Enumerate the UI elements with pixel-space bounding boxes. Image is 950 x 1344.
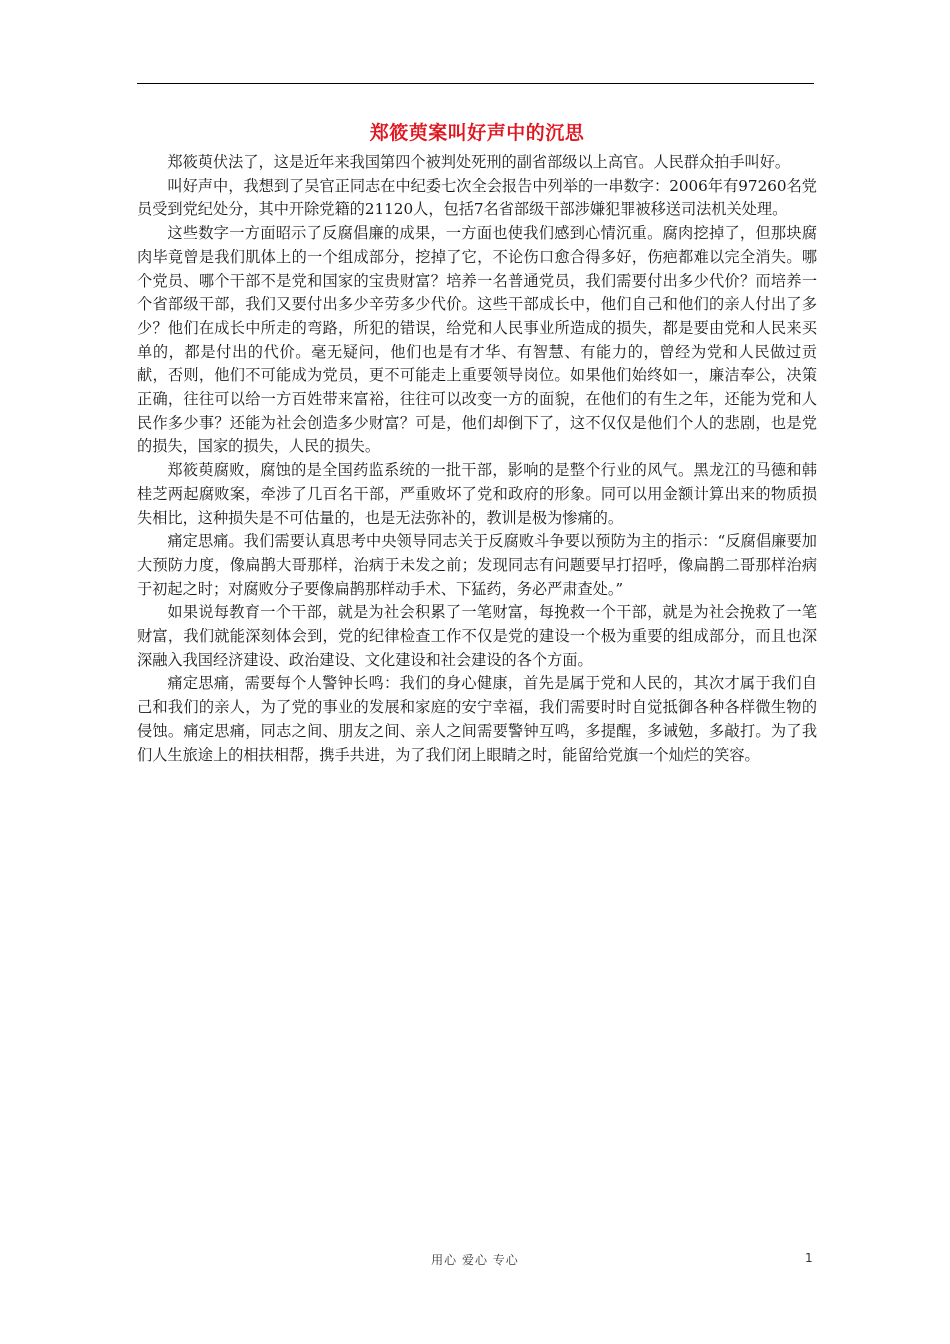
paragraph-2: 叫好声中，我想到了吴官正同志在中纪委七次全会报告中列举的一串数字：2006年有97260名党员受到党纪处分，其中开除党籍的21120人，包括7名省部级干部涉嫌犯罪被移送司法机关处理。 — [137, 176, 817, 219]
document-title: 郑筱萸案叫好声中的沉思 — [369, 122, 585, 144]
paragraph-3: 这些数字一方面昭示了反腐倡廉的成果，一方面也使我们感到心情沉重。腐肉挖掉了，但那块腐肉毕竟曾是我们肌体上的一个组成部分，挖掉了它，不论伤口愈合得多好，伤疤都难以完全消失。哪个党员、哪个干部不是党和国家的宝贵财富？培养一名普通党员，我们需要付出多少代价？而培养一个省部级干部，我们又要付出多少辛劳多少代价。这些干部成长中，他们自己和他们的亲人付出了多少？他们在成长中所走的弯路，所犯的错误，给党和人民事业所造成的损失，都是要由党和人民来买单的，都是付出的代价。毫无疑问，他们也是有才华、有智慧、有能力的，曾经为党和人民做过贡献，否则，他们不可能成为党员，更不可能走上重要领导岗位。如果他们始终如一，廉洁奉公，决策正确，往往可以给一方百姓带来富裕，往往可以改变一方的面貌，在他们的有生之年，还能为党和人民作多少事？还能为社会创造多少财富？可是，他们却倒下了，这不仅仅是他们个人的悲剧，也是党的损失，国家的损失，人民的损失。 — [137, 224, 817, 456]
page-footer: 用心 爱心 专心 — [431, 1253, 519, 1267]
article-body — [137, 118, 817, 767]
page-number: 1 — [805, 1251, 813, 1265]
paragraph-6: 如果说每教育一个干部，就是为社会积累了一笔财富，每挽救一个干部，就是为社会挽救了一笔财富，我们就能深刻体会到，党的纪律检查工作不仅是党的建设一个极为重要的组成部分，而且也深深融入我国经济建设、政治建设、文化建设和社会建设的各个方面。 — [137, 603, 817, 669]
paragraph-1: 郑筱萸伏法了，这是近年来我国第四个被判处死刑的副省部级以上高官。人民群众拍手叫好。 — [167, 153, 791, 171]
paragraph-4: 郑筱萸腐败，腐蚀的是全国药监系统的一批干部，影响的是整个行业的风气。黑龙江的马德和韩桂芝两起腐败案，牵涉了几百名干部，严重败坏了党和政府的形象。同可以用金额计算出来的物质损失相比，这种损失是不可估量的，也是无法弥补的，教训是极为惨痛的。 — [137, 461, 817, 527]
paragraph-7: 痛定思痛，需要每个人警钟长鸣：我们的身心健康，首先是属于党和人民的，其次才属于我们自己和我们的亲人，为了党的事业的发展和家庭的安宁幸福，我们需要时时自觉抵御各种各样微生物的侵蚀。痛定思痛，同志之间、朋友之间、亲人之间需要警钟互鸣，多提醒，多诫勉，多敲打。为了我们人生旅途上的相扶相帮，携手共进，为了我们闭上眼睛之时，能留给党旗一个灿烂的笑容。 — [137, 674, 817, 764]
header-rule — [137, 83, 814, 84]
paragraph-5: 痛定思痛。我们需要认真思考中央领导同志关于反腐败斗争要以预防为主的指示：“反腐倡廉要加大预防力度，像扁鹊大哥那样，治病于未发之前；发现同志有问题要早打招呼，像扁鹊二哥那样治病于初起之时；对腐败分子要像扁鹊那样动手术、下猛药，务必严肃查处。” — [137, 532, 817, 598]
